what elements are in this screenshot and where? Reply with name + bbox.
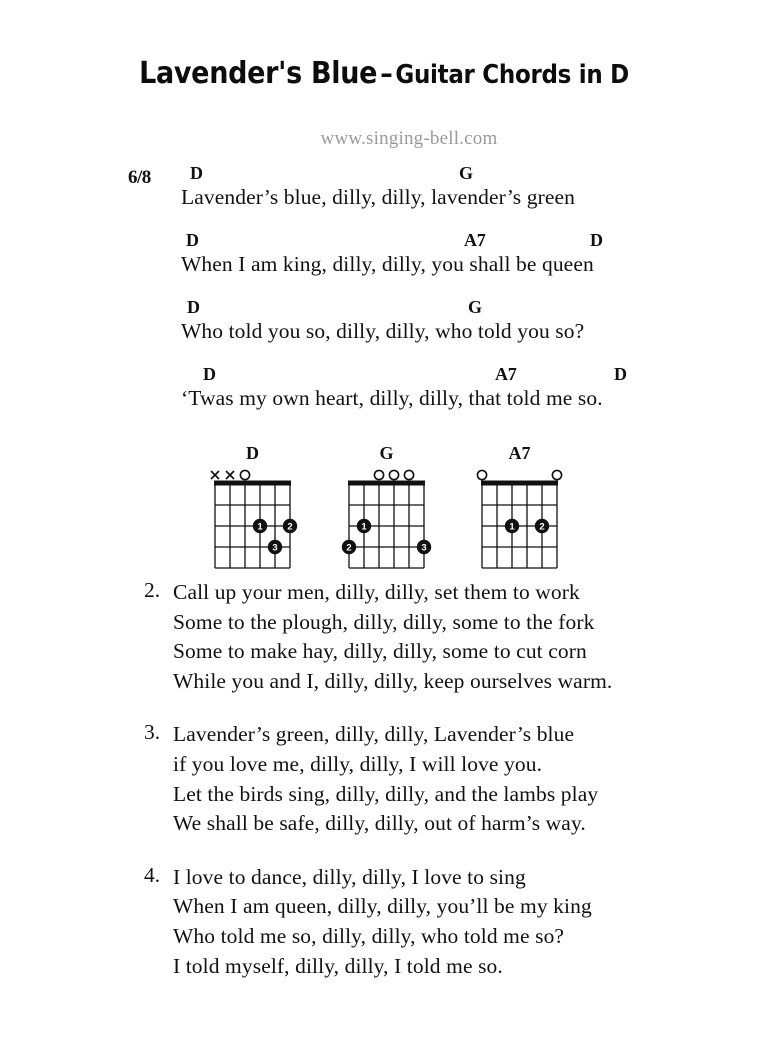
finger-number: 3 — [272, 542, 278, 554]
chord-label: G — [468, 297, 482, 317]
verse-line: I love to dance, dilly, dilly, I love to sing — [173, 864, 526, 889]
verse-line: Some to the plough, dilly, dilly, some to the fork — [173, 609, 595, 634]
page-header — [0, 0, 768, 89]
fretboard — [474, 462, 565, 574]
verse-line: Let the birds sing, dilly, dilly, and the lambs play — [173, 781, 599, 806]
chord-lyric-line — [0, 230, 768, 297]
verse-list — [0, 578, 768, 1005]
finger-dot — [417, 540, 431, 554]
finger-dot — [253, 519, 267, 533]
verse-lines — [173, 863, 768, 981]
finger-number: 1 — [509, 521, 515, 533]
chord-label: D — [186, 230, 199, 250]
verse-number: 4. — [144, 862, 161, 887]
finger-dot — [342, 540, 356, 554]
lyric-line: Lavender’s blue, dilly, dilly, lavender’s green — [181, 185, 575, 209]
verse — [0, 720, 768, 838]
verse-line: Some to make hay, dilly, dilly, some to cut corn — [173, 639, 587, 664]
chord-label: G — [459, 163, 473, 183]
muted-string-marker — [211, 471, 219, 479]
finger-dot — [357, 519, 371, 533]
open-string-marker — [552, 470, 561, 479]
chord-diagram-name: D — [246, 443, 259, 463]
page-title-song: Lavender's Blue — [139, 56, 378, 91]
verse-lines — [173, 720, 768, 838]
finger-number: 2 — [287, 521, 293, 533]
verse-line: if you love me, dilly, dilly, I will love you. — [173, 751, 543, 776]
verse-line: Who told me so, dilly, dilly, who told me so? — [173, 923, 565, 948]
page-title-subtitle: Guitar Chords in D — [395, 60, 629, 90]
nut — [481, 481, 558, 486]
finger-number: 3 — [421, 542, 427, 554]
chord-label: D — [190, 163, 203, 183]
finger-number: 1 — [257, 521, 263, 533]
chord-label: D — [187, 297, 200, 317]
chord-label: A7 — [495, 364, 517, 384]
verse-line: While you and I, dilly, dilly, keep ourselves warm. — [173, 668, 613, 693]
chord-diagram-name: A7 — [508, 443, 531, 463]
verse-line: I told myself, dilly, dilly, I told me so. — [173, 953, 503, 978]
open-string-marker — [477, 470, 486, 479]
chord-label: D — [203, 364, 216, 384]
finger-number: 1 — [361, 521, 367, 533]
verse-lines — [173, 578, 768, 696]
open-string-marker — [374, 470, 383, 479]
open-string-marker — [389, 470, 398, 479]
verse-line: We shall be safe, dilly, dilly, out of harm’s way. — [173, 811, 586, 836]
lyric-line: When I am king, dilly, dilly, you shall be queen — [181, 252, 594, 276]
nut — [348, 481, 425, 486]
finger-dot — [535, 519, 549, 533]
chord-label: D — [590, 230, 603, 250]
fretboard — [341, 462, 432, 574]
page-title — [139, 56, 629, 91]
chord-label: A7 — [464, 230, 486, 250]
chord-lyric-line — [0, 297, 768, 364]
chord-label: D — [614, 364, 627, 384]
open-string-marker — [240, 470, 249, 479]
website-url: www.singing-bell.com — [320, 128, 498, 149]
page-title-dash: – — [380, 57, 393, 90]
verse-line: Call up your men, dilly, dilly, set them to work — [173, 580, 580, 604]
verse — [0, 863, 768, 981]
finger-dot — [505, 519, 519, 533]
lyric-line: Who told you so, dilly, dilly, who told you so? — [181, 319, 585, 343]
chord-diagrams — [0, 443, 768, 563]
finger-dot — [283, 519, 297, 533]
chord-lyric-line — [0, 364, 768, 431]
chord-diagram-name: G — [379, 443, 394, 463]
chord-sheet — [0, 163, 768, 431]
nut — [214, 481, 291, 486]
finger-number: 2 — [539, 521, 545, 533]
verse-number: 3. — [144, 720, 161, 745]
verse-line: Lavender’s green, dilly, dilly, Lavender’s blue — [173, 722, 575, 747]
lyric-line: ‘Twas my own heart, dilly, dilly, that told me so. — [181, 386, 603, 410]
finger-dot — [268, 540, 282, 554]
fretboard — [207, 462, 298, 574]
verse-number: 2. — [144, 578, 161, 602]
muted-string-marker — [226, 471, 234, 479]
chord-lyric-line — [0, 163, 768, 230]
verse-line: When I am queen, dilly, dilly, you’ll be my king — [173, 894, 592, 919]
finger-number: 2 — [346, 542, 352, 554]
verse — [0, 578, 768, 696]
open-string-marker — [404, 470, 413, 479]
time-signature: 6/8 — [128, 167, 151, 188]
